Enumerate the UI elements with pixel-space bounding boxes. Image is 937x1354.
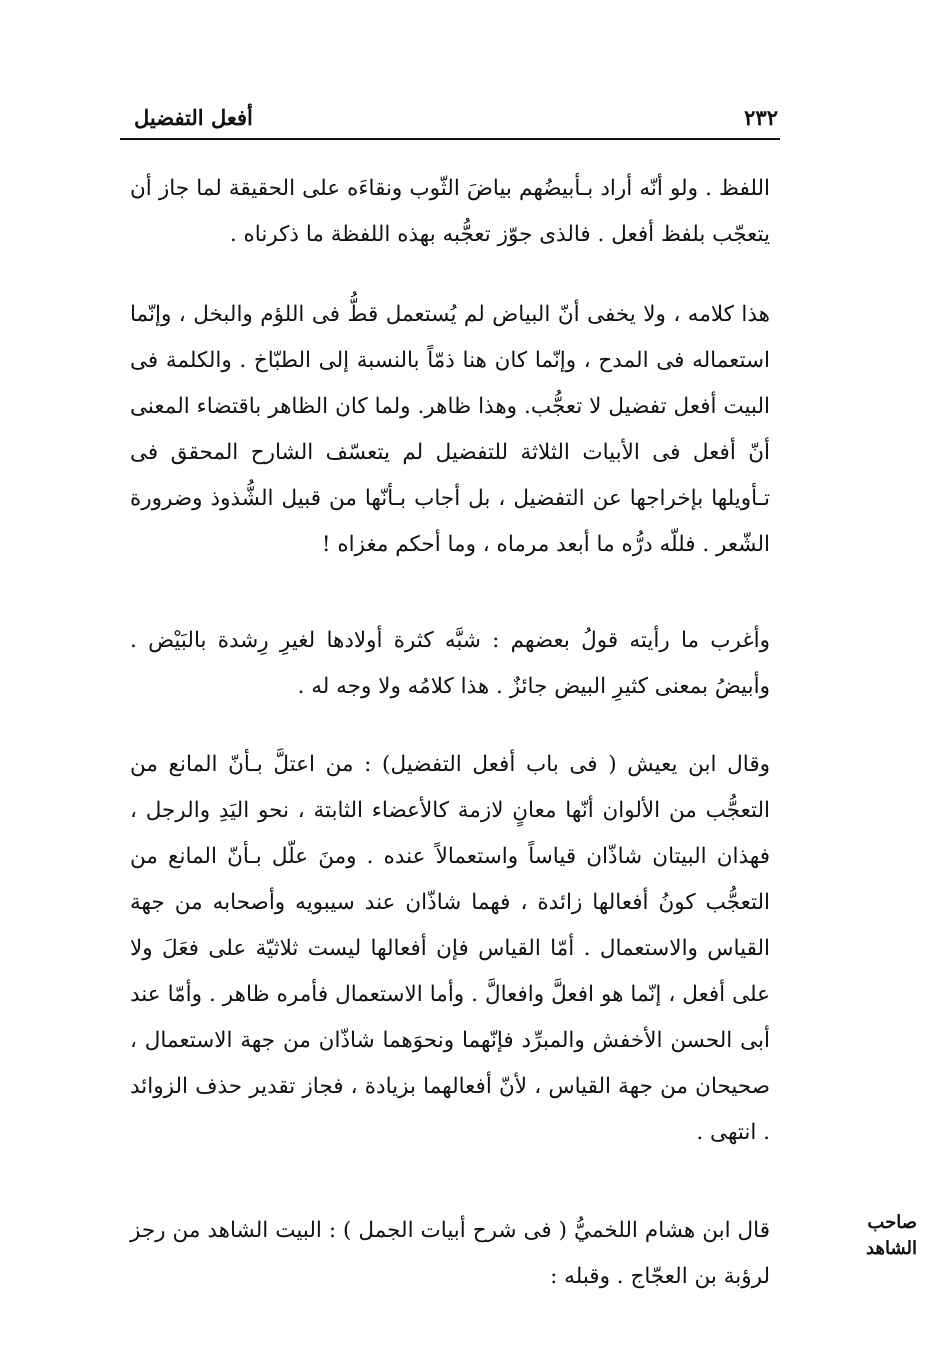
running-title: أفعل التفضيل xyxy=(134,105,253,130)
paragraph-2 xyxy=(130,292,770,568)
paragraph-text: وقال ابن يعيش ( فى باب أفعل التفضيل) : من اعتلَّ بـأنّ المانع من التعجُّب من الألوان أنّها معانٍ لازمة كالأعضاء الثابتة ، نحو اليَدِ والرجل ، فهذان البيتان شاذّان قياساً واستعمالاً عنده . ومنَ علّل بـأنّ المانع من التعجُّب كونُ أفعالها زائدة ، فهما شاذّان عند سيبويه وأصحابه من جهة القياس والاستعمال . أمّا القياس فإن أفعالها ليست ثلاثيّة على فعَلَ ولا على أفعل ، إنّما هو افعلَّ وافعالَّ . وأما الاستعمال فأمره ظاهر . وأمّا عند أبى الحسن الأخفش والمبرِّد فإنّهما ونحوَهما شاذّان من جهة الاستعمال ، صحيحان من جهة القياس ، لأنّ أفعالهما بزيادة ، فجاز تقدير حذف الزوائد . انتهى . xyxy=(130,752,770,1145)
paragraph-4 xyxy=(130,742,770,1156)
paragraph-text: هذا كلامه ، ولا يخفى أنّ البياض لم يُستعمل قطُّ فى اللؤم والبخل ، وإنّما استعماله فى المدح ، وإنّما كان هنا ذمّاً بالنسبة إلى الطبّاخ . والكلمة فى البيت أفعل تفضيل لا تعجُّب. وهذا ظاهر. ولما كان الظاهر باقتضاء المعنى أنّ أفعل فى الأبيات الثلاثة للتفضيل لم يتعسّف الشارح المحقق فى تـأويلها بإخراجها عن التفضيل ، بل أجاب بـأنّها من قبيل الشُّذوذ وضرورة الشّعر . فللّه درُّه ما أبعد مرماه ، وما أحكم مغزاه ! xyxy=(130,302,770,557)
paragraph-text: وأغرب ما رأيته قولُ بعضهم : شبَّه كثرة أولادها لغيرِ رِشدة بالبَيْض . وأبيضُ بمعنى كثيرِ البيض جائزٌ . هذا كلامُه ولا وجه له . xyxy=(130,628,770,699)
paragraph-5 xyxy=(130,1208,770,1300)
paragraph-1 xyxy=(130,166,770,258)
paragraph-text: قال ابن هشام اللخميُّ ( فى شرح أبيات الجمل ) : البيت الشاهد من رجز لرؤبة بن العجّاج . وقبله : xyxy=(130,1218,770,1289)
paragraph-text: اللفظ . ولو أنّه أراد بـأبيضُهم بياضَ الثّوب ونقاءَه على الحقيقة لما جاز أن يتعجّب بلفظ أفعل . فالذى جوّز تعجُّبه بهذه اللفظة ما ذكرناه . xyxy=(130,176,770,247)
page-number: ٢٣٢ xyxy=(744,105,778,130)
margin-note: صاحب الشاهد xyxy=(866,1212,917,1259)
page-header xyxy=(120,104,780,140)
paragraph-3 xyxy=(130,618,770,710)
